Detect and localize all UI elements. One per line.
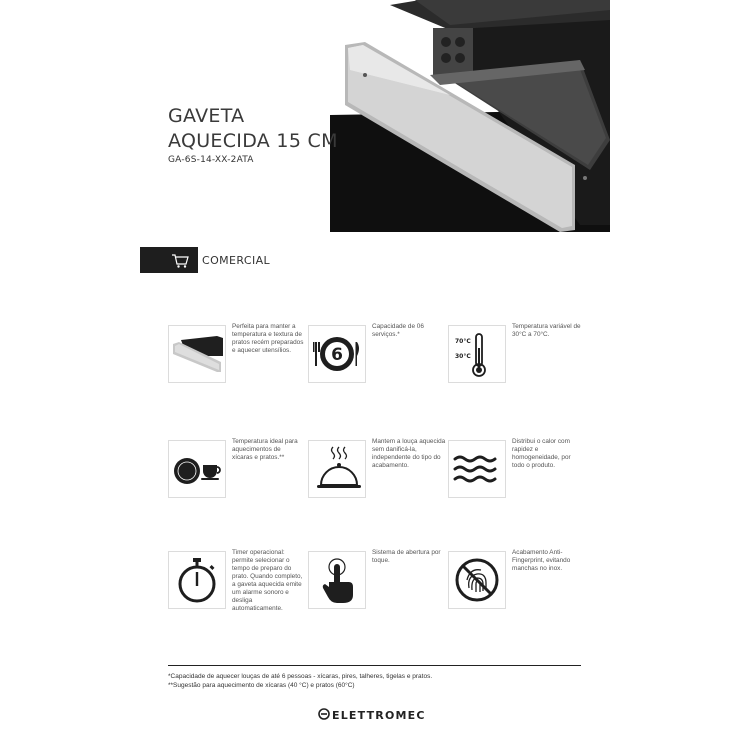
shopping-cart-icon [140, 247, 198, 273]
footnote-1: *Capacidade de aquecer louças de até 6 pessoas - xícaras, pires, talheres, tigelas e pratos. [168, 673, 433, 680]
feature-fingerprint-box [448, 551, 506, 609]
category-label: COMERCIAL [202, 254, 271, 267]
feature-text: Temperatura ideal para aquecimentos de xícaras e pratos.** [232, 438, 298, 461]
warming-drawer-photo [169, 326, 225, 382]
feature-thermometer-box [448, 325, 506, 383]
elettromec-logo-mark [318, 708, 330, 720]
product-title [168, 104, 338, 154]
product-title-line1: GAVETA [168, 105, 245, 127]
six-settings-plate-icon [309, 326, 365, 382]
thermometer-icon [449, 326, 505, 382]
thermometer-high-label: 70°C [455, 338, 471, 345]
stopwatch-icon [169, 552, 225, 608]
feature-text: Acabamento Anti-Fingerprint, evitando manchas no inox. [512, 549, 571, 572]
feature-touch-box [308, 551, 366, 609]
footnote-2: **Sugestão para aquecimento de xícaras (40 °C) e pratos (60°C) [168, 682, 355, 689]
feature-text: Sistema de abertura por toque. [372, 549, 441, 564]
feature-heat-waves-box [448, 440, 506, 498]
feature-text: Capacidade de 06 serviços.* [372, 323, 424, 338]
heat-waves-icon [449, 441, 505, 497]
category-badge [140, 247, 198, 273]
six-label: 6 [331, 345, 343, 365]
plate-and-cup-icon [169, 441, 225, 497]
feature-text: Temperatura variável de 30°C a 70°C. [512, 323, 581, 338]
feature-timer-box [168, 551, 226, 609]
touch-hand-icon [309, 552, 365, 608]
feature-plate-six-box [308, 325, 366, 383]
feature-text: Distribui o calor com rapidez e homogeneidade, por todo o produto. [512, 438, 571, 469]
brand-name: ELETTROMEC [332, 709, 426, 722]
anti-fingerprint-icon [449, 552, 505, 608]
feature-drawer-icon [168, 325, 226, 383]
feature-cloche-box [308, 440, 366, 498]
warming-drawer-hero-image [330, 0, 610, 232]
product-model: GA-6S-14-XX-2ATA [168, 155, 254, 165]
footer-divider [168, 665, 581, 666]
product-title-line2: AQUECIDA 15 CM [168, 130, 338, 152]
feature-text: Timer operacional: permite selecionar o tempo de preparo do prato. Quando completo, a gaveta aquecida emite um alarme sonoro e desliga automaticamente. [232, 549, 303, 612]
feature-text: Mantem a louça aquecida sem danificá-la, independente do tipo do acabamento. [372, 438, 446, 469]
feature-text: Perfeita para manter a temperatura e textura de pratos recém preparados e aquecer utensílios. [232, 323, 304, 354]
cloche-icon [309, 441, 365, 497]
thermometer-low-label: 30°C [455, 353, 471, 360]
feature-plate-cup-box [168, 440, 226, 498]
